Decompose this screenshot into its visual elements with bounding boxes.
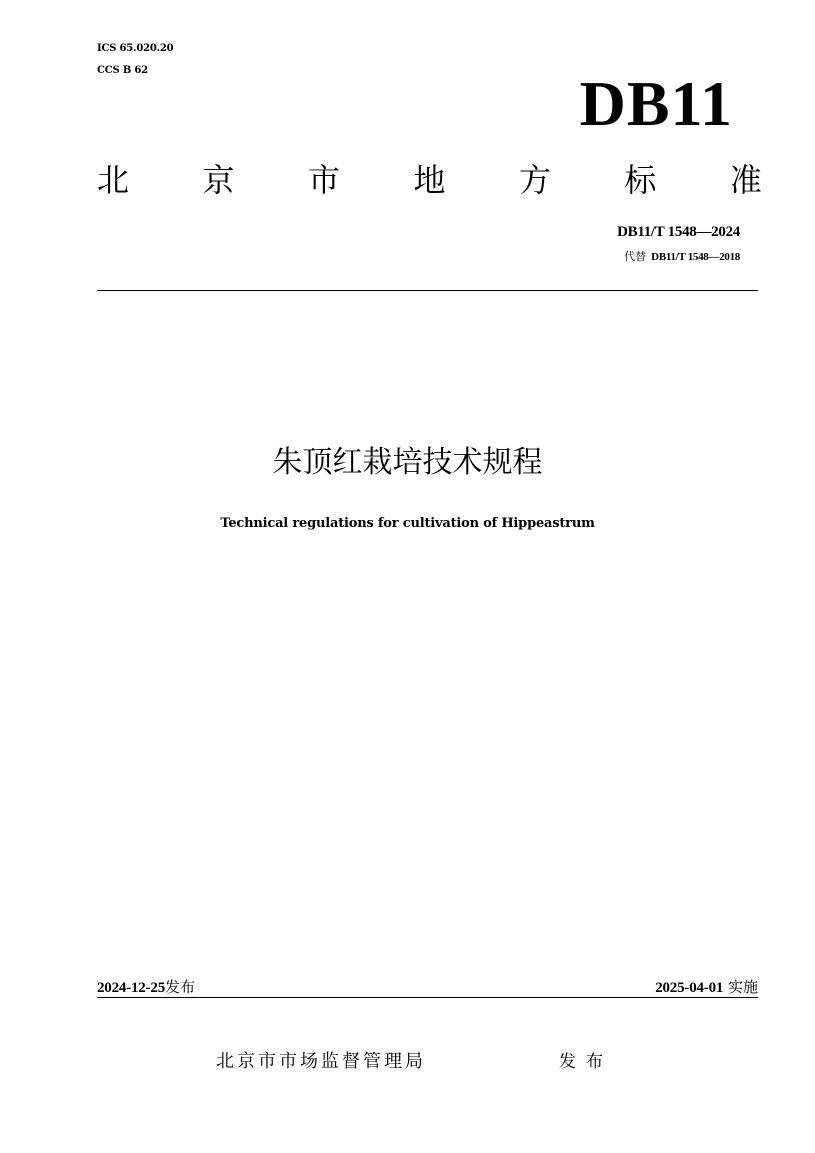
footer-divider	[97, 997, 758, 998]
issue-label: 发布	[559, 1052, 613, 1072]
db11-logo: DB11	[579, 68, 733, 139]
effective-label: 实施	[727, 978, 758, 996]
replaces-line	[624, 249, 740, 265]
category-char: 市	[307, 161, 340, 199]
publish-date: 2024-12-25	[97, 980, 165, 996]
standard-category-title	[97, 160, 762, 200]
publish-date-line	[97, 977, 195, 998]
category-char: 北	[97, 161, 130, 199]
replaces-label: 代替	[624, 250, 647, 263]
standard-number: DB11/T 1548—2024	[617, 224, 740, 240]
category-char: 京	[202, 161, 235, 199]
category-char: 方	[518, 161, 551, 199]
document-title-cn: 朱顶红栽培技术规程	[272, 445, 543, 480]
publish-label: 发布	[165, 978, 196, 996]
issuing-authority: 北京市市场监督管理局	[216, 1051, 426, 1072]
category-char: 地	[413, 161, 446, 199]
header-divider	[97, 290, 758, 291]
effective-date: 2025-04-01	[655, 980, 724, 996]
effective-date-line	[655, 977, 758, 998]
ics-code: ICS 65.020.20	[97, 43, 174, 54]
category-char: 标	[624, 161, 657, 199]
category-char: 准	[729, 161, 762, 199]
document-title-en: Technical regulations for cultivation of Hippeastrum	[220, 516, 595, 531]
ccs-code: CCS B 62	[97, 65, 148, 76]
replaces-value: DB11/T 1548—2018	[651, 251, 740, 263]
